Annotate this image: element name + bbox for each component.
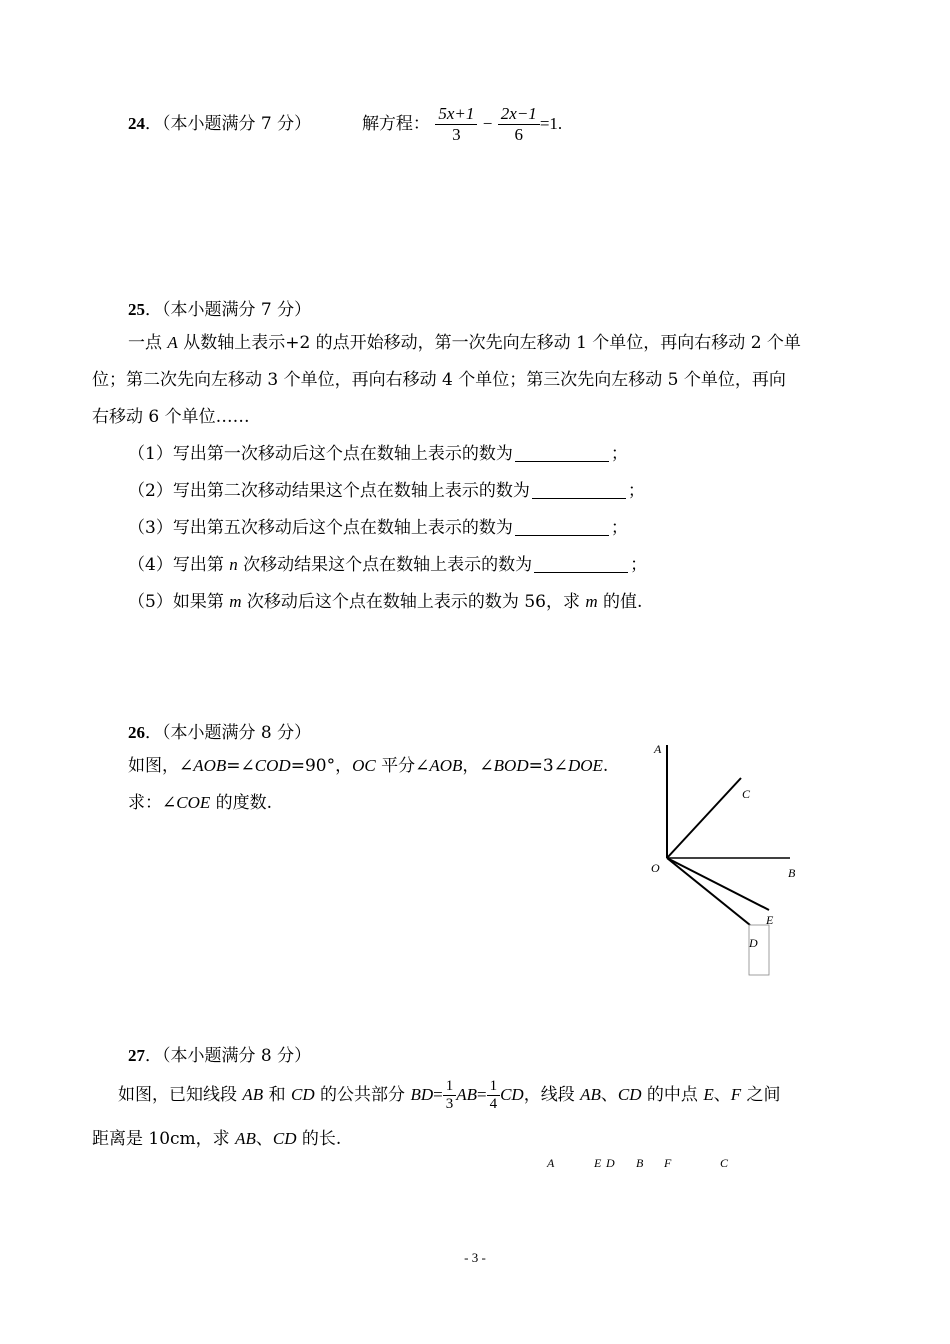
q27-segment-cd: CD [617, 1085, 642, 1104]
q26-label-b: B [788, 866, 796, 880]
q25-answer-blank-3[interactable] [515, 517, 609, 536]
q27-label-d: D [606, 1156, 615, 1170]
q27-segment-ab: AB [235, 1129, 256, 1148]
q27-frac1-numerator: 1 [443, 1078, 457, 1096]
q27-label-e: E [594, 1156, 602, 1170]
q26-text: 的度数. [210, 793, 273, 813]
q27-text: 如图，已知线段 [118, 1085, 243, 1105]
q26-angle-aob: AOB [193, 756, 227, 775]
q27-point-e: E [703, 1085, 714, 1104]
q26-score: ．（本小题满分 8 分） [145, 723, 312, 743]
q26-label-c: C [742, 787, 751, 801]
q27-segment-cd: CD [291, 1085, 315, 1104]
q27-segment-bd: BD [410, 1085, 434, 1104]
q27-frac2-denominator: 4 [489, 1096, 498, 1112]
q27-text: 之间 [741, 1085, 781, 1105]
q25-answer-blank-1[interactable] [515, 443, 609, 462]
q25-part-5-text: （5）如果第 [128, 592, 230, 612]
q25-part-4 [128, 553, 647, 577]
q27-label-f: F [664, 1156, 672, 1170]
semicolon: ； [630, 555, 648, 575]
q25-part-5-text-end: 的值. [597, 592, 643, 612]
q24-number: 24 [128, 114, 145, 133]
q27-text: 距离是 10cm，求 [92, 1129, 236, 1149]
q27-segment-cd: CD [500, 1085, 524, 1104]
q25-var-m: m [229, 592, 242, 611]
q25-intro-line-2: 位；第二次先向左移动 3 个单位，再向右移动 4 个单位；第三次先向左移动 5 个单位，再向 [92, 370, 786, 390]
q26-text: 求：∠ [128, 793, 177, 813]
q25-intro-text-cont: 从数轴上表示+2 的点开始移动，第一次先向左移动 1 个单位，再向右移动 2 个单 [177, 333, 801, 353]
q27-text: 和 [263, 1085, 291, 1105]
q25-part-5 [128, 590, 642, 614]
q26-number: 26 [128, 723, 145, 742]
q27-label-c: C [720, 1156, 729, 1170]
q24-frac2-denominator: 6 [514, 125, 524, 144]
q25-part-2-text: （2）写出第二次移动结果这个点在数轴上表示的数为 [128, 481, 530, 501]
q27-text: 的公共部分 [314, 1085, 411, 1105]
q26-heading [128, 721, 311, 745]
q25-intro-text: 一点 [128, 333, 168, 353]
q25-var-m-2: m [585, 592, 598, 611]
q27-line-1 [118, 1075, 781, 1115]
q24-frac2-numerator: 2x−1 [498, 104, 540, 125]
q26-label-o: O [651, 861, 660, 875]
q25-intro-line-3: 右移动 6 个单位…… [92, 407, 250, 427]
q25-part-5-text-cont: 次移动后这个点在数轴上表示的数为 56，求 [241, 592, 586, 612]
q26-ray-oc: OC [352, 756, 376, 775]
q27-line-2 [92, 1127, 341, 1151]
q24-fraction-2 [498, 104, 540, 145]
ray-oe [667, 858, 769, 910]
q27-point-f: F [730, 1085, 742, 1104]
q25-number: 25 [128, 300, 145, 319]
q25-part-4-text: （4）写出第 [128, 555, 230, 575]
q24-frac1-numerator: 5x+1 [435, 104, 477, 125]
q26-line-2 [128, 791, 272, 815]
q27-fraction-one-fourth [487, 1078, 501, 1113]
q27-text: 的长. [296, 1129, 342, 1149]
q27-text: 、 [600, 1085, 618, 1105]
q27-score: ．（本小题满分 8 分） [145, 1046, 312, 1066]
q26-label-e: E [766, 913, 774, 927]
q25-part-1 [128, 442, 628, 466]
q26-angle-figure [640, 735, 820, 985]
semicolon: ； [610, 444, 628, 464]
q26-text: =∠ [226, 756, 255, 776]
q26-angle-cod: COD [254, 756, 291, 775]
q26-text: =90°， [290, 756, 353, 776]
q26-label-a: A [654, 742, 662, 756]
ray-oc [667, 778, 741, 858]
q25-part-1-text: （1）写出第一次移动后这个点在数轴上表示的数为 [128, 444, 513, 464]
q24-line [128, 100, 562, 148]
q26-line-1 [128, 754, 608, 778]
q26-text: 如图，∠ [128, 756, 194, 776]
q27-text: ，线段 [523, 1085, 581, 1105]
q27-segment-ab: AB [242, 1085, 264, 1104]
q27-text: 、 [255, 1129, 273, 1149]
q24-prompt: 解方程： [361, 114, 430, 134]
q25-score: ．（本小题满分 7 分） [145, 300, 312, 320]
q26-text: ，∠ [462, 756, 494, 776]
q26-text: =3∠ [528, 756, 568, 776]
q27-fraction-one-third [443, 1078, 457, 1113]
q27-number: 27 [128, 1046, 145, 1065]
q25-var-n: n [229, 555, 238, 574]
q25-part-2 [128, 479, 645, 503]
q24-score: ．（本小题满分 7 分） [145, 114, 312, 134]
q27-segment-ab: AB [580, 1085, 601, 1104]
q24-fraction-1 [435, 104, 477, 145]
q27-frac1-denominator: 3 [445, 1096, 454, 1112]
q25-answer-blank-4[interactable] [534, 554, 628, 573]
q27-heading [128, 1044, 311, 1068]
q25-part-3 [128, 516, 628, 540]
q24-rhs: =1. [539, 114, 563, 133]
equals: = [433, 1085, 443, 1104]
q27-label-a: A [547, 1156, 555, 1170]
q27-segment-ab: AB [456, 1085, 477, 1104]
q24-frac1-denominator: 3 [452, 125, 461, 144]
q27-frac2-numerator: 1 [487, 1078, 501, 1096]
semicolon: ； [610, 518, 628, 538]
q25-part-3-text: （3）写出第五次移动后这个点在数轴上表示的数为 [128, 518, 513, 538]
q24-minus: − [482, 114, 493, 133]
q26-angle-bod: BOD [493, 756, 529, 775]
q27-label-b: B [636, 1156, 644, 1170]
q25-intro-line-1 [128, 331, 801, 355]
semicolon: ； [627, 481, 645, 501]
page-number: - 3 - [464, 1250, 486, 1265]
q26-text: . [602, 756, 609, 776]
q27-text: 、 [713, 1085, 731, 1105]
q26-label-d: D [749, 936, 758, 950]
q26-text: 平分∠ [375, 756, 430, 776]
equals: = [476, 1085, 487, 1104]
q25-part-4-text-cont: 次移动结果这个点在数轴上表示的数为 [237, 555, 533, 575]
q25-heading [128, 298, 311, 322]
q26-angle-coe: COE [176, 793, 211, 812]
q27-segment-cd: CD [272, 1129, 297, 1148]
q26-angle-doe: DOE [567, 756, 603, 775]
ray-od [667, 858, 750, 925]
q25-point-a: A [167, 333, 178, 352]
q27-text: 的中点 [641, 1085, 704, 1105]
q25-answer-blank-2[interactable] [532, 480, 626, 499]
q26-angle-aob: AOB [429, 756, 463, 775]
